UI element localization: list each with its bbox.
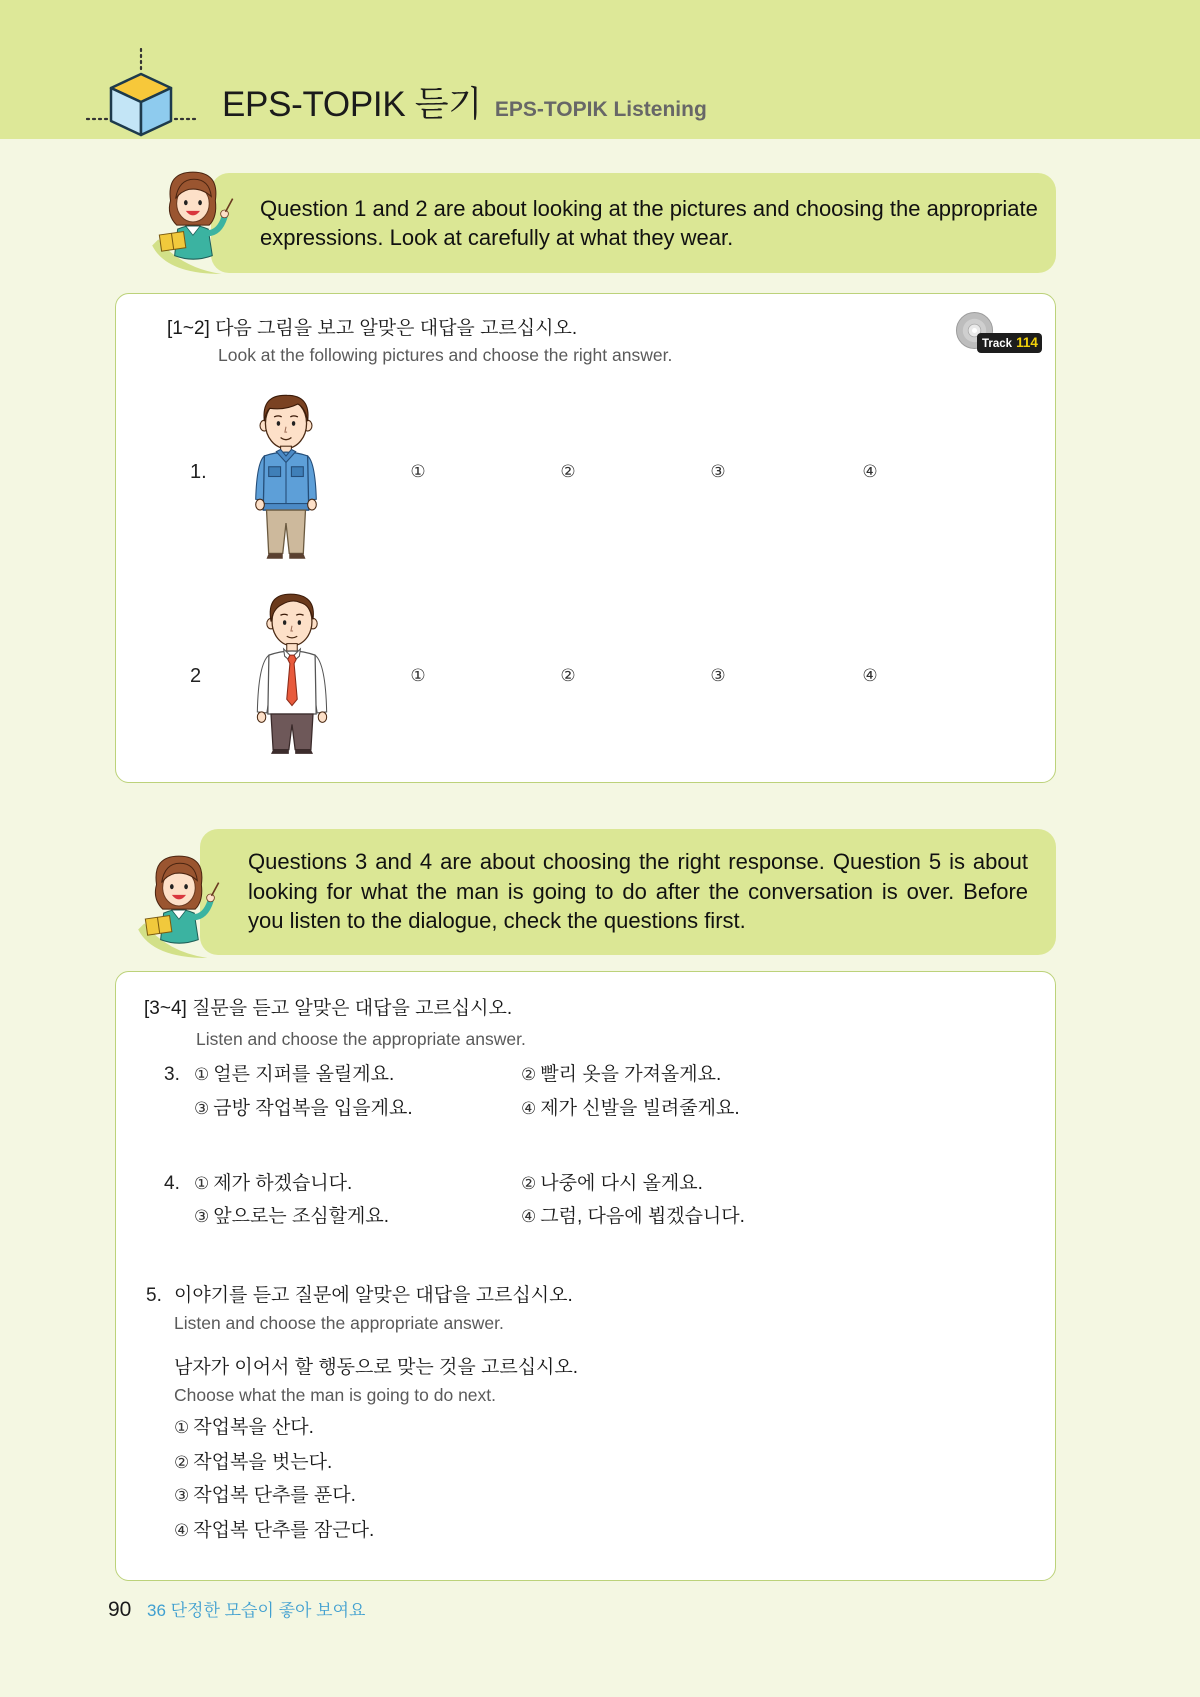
option-text: 작업복을 산다. bbox=[193, 1417, 314, 1438]
option-number: ② bbox=[174, 1453, 190, 1473]
choice-3: ③ bbox=[710, 666, 726, 686]
answer-option bbox=[194, 1171, 352, 1197]
question-number: 5. bbox=[146, 1285, 162, 1306]
option-text: 앞으로는 조심할게요. bbox=[213, 1206, 389, 1227]
teacher-illustration bbox=[150, 166, 242, 276]
man-in-shirt-and-tie-illustration bbox=[250, 589, 334, 757]
option-number: ④ bbox=[174, 1521, 190, 1541]
option-text: 제가 신발을 빌려줄게요. bbox=[540, 1098, 740, 1119]
question-number: 4. bbox=[164, 1173, 180, 1194]
cube-icon bbox=[86, 48, 198, 140]
option-number: ④ bbox=[521, 1099, 537, 1119]
question-number: 2 bbox=[190, 665, 202, 687]
answer-option bbox=[174, 1518, 374, 1544]
answer-option bbox=[194, 1096, 413, 1122]
question-prompt: 이야기를 듣고 질문에 알맞은 대답을 고르십시오. bbox=[174, 1285, 573, 1306]
choice-4: ④ bbox=[862, 462, 878, 482]
tip-line: Questions 3 and 4 are about choosing the right response. Question 5 is about bbox=[248, 849, 1028, 874]
tip-text-1 bbox=[260, 194, 1050, 252]
page-title: EPS-TOPIK 듣기 bbox=[222, 85, 482, 124]
tip-line: expressions. Look at carefully at what they wear. bbox=[260, 225, 734, 250]
track-badge bbox=[977, 333, 1042, 353]
answer-option bbox=[521, 1062, 721, 1088]
choice-1: ① bbox=[410, 666, 426, 686]
question-box-1-2 bbox=[115, 293, 1056, 783]
option-number: ① bbox=[194, 1065, 210, 1085]
option-text: 작업복을 벗는다. bbox=[193, 1452, 333, 1473]
tip-line: Question 1 and 2 are about looking at the pictures and choosing the appropriate bbox=[260, 196, 1038, 221]
tip-line: you listen to the dialogue, check the questions first. bbox=[248, 908, 746, 933]
option-text: 얼른 지퍼를 올릴게요. bbox=[213, 1064, 395, 1085]
section-instruction-english: Listen and choose the appropriate answer. bbox=[196, 1029, 526, 1049]
choice-3: ③ bbox=[710, 462, 726, 482]
chapter-title: 36 단정한 모습이 좋아 보여요 bbox=[147, 1601, 366, 1620]
option-number: ① bbox=[174, 1418, 190, 1438]
option-number: ③ bbox=[194, 1207, 210, 1227]
option-text: 금방 작업복을 입을게요. bbox=[213, 1098, 413, 1119]
section-instruction: [3~4] 질문을 듣고 알맞은 대답을 고르십시오. bbox=[144, 998, 513, 1019]
page-number: 90 bbox=[108, 1598, 132, 1621]
option-number: ③ bbox=[174, 1486, 190, 1506]
option-number: ④ bbox=[521, 1207, 537, 1227]
question-number: 3. bbox=[164, 1064, 180, 1085]
choice-1: ① bbox=[410, 462, 426, 482]
answer-option bbox=[521, 1096, 740, 1122]
option-text: 작업복 단추를 푼다. bbox=[193, 1485, 356, 1506]
choice-2: ② bbox=[560, 462, 576, 482]
section-instruction: [1~2] 다음 그림을 보고 알맞은 대답을 고르십시오. bbox=[167, 318, 578, 339]
page-header bbox=[222, 83, 707, 127]
track-label: Track bbox=[982, 338, 1013, 350]
option-number: ② bbox=[521, 1065, 537, 1085]
track-number: 114 bbox=[1016, 335, 1038, 350]
answer-option bbox=[194, 1062, 394, 1088]
man-in-jacket-illustration bbox=[248, 391, 324, 562]
choice-2: ② bbox=[560, 666, 576, 686]
option-text: 그럼, 다음에 뵙겠습니다. bbox=[540, 1206, 745, 1227]
answer-option bbox=[174, 1483, 356, 1509]
choice-4: ④ bbox=[862, 666, 878, 686]
option-number: ① bbox=[194, 1174, 210, 1194]
answer-option bbox=[521, 1204, 745, 1230]
option-text: 제가 하겠습니다. bbox=[213, 1173, 353, 1194]
tip-line: looking for what the man is going to do after the conversation is over. Before bbox=[248, 878, 1028, 904]
question-text: 남자가 이어서 할 행동으로 맞는 것을 고르십시오. bbox=[174, 1357, 579, 1378]
option-text: 작업복 단추를 잠근다. bbox=[193, 1520, 375, 1541]
option-text: 나중에 다시 올게요. bbox=[540, 1173, 703, 1194]
answer-option bbox=[174, 1415, 314, 1441]
answer-option bbox=[521, 1171, 703, 1197]
question-prompt-english: Listen and choose the appropriate answer. bbox=[174, 1313, 504, 1333]
question-box-3-5 bbox=[115, 971, 1056, 1581]
option-number: ② bbox=[521, 1174, 537, 1194]
question-number: 1. bbox=[190, 461, 207, 483]
option-number: ③ bbox=[194, 1099, 210, 1119]
page-subtitle: EPS-TOPIK Listening bbox=[494, 98, 707, 121]
option-text: 빨리 옷을 가져올게요. bbox=[540, 1064, 722, 1085]
section-instruction-english: Look at the following pictures and choose the right answer. bbox=[218, 345, 673, 365]
teacher-illustration bbox=[136, 850, 228, 960]
answer-option bbox=[194, 1204, 389, 1230]
tip-text-2 bbox=[248, 847, 1028, 936]
question-text-english: Choose what the man is going to do next. bbox=[174, 1385, 497, 1405]
answer-option bbox=[174, 1450, 332, 1476]
